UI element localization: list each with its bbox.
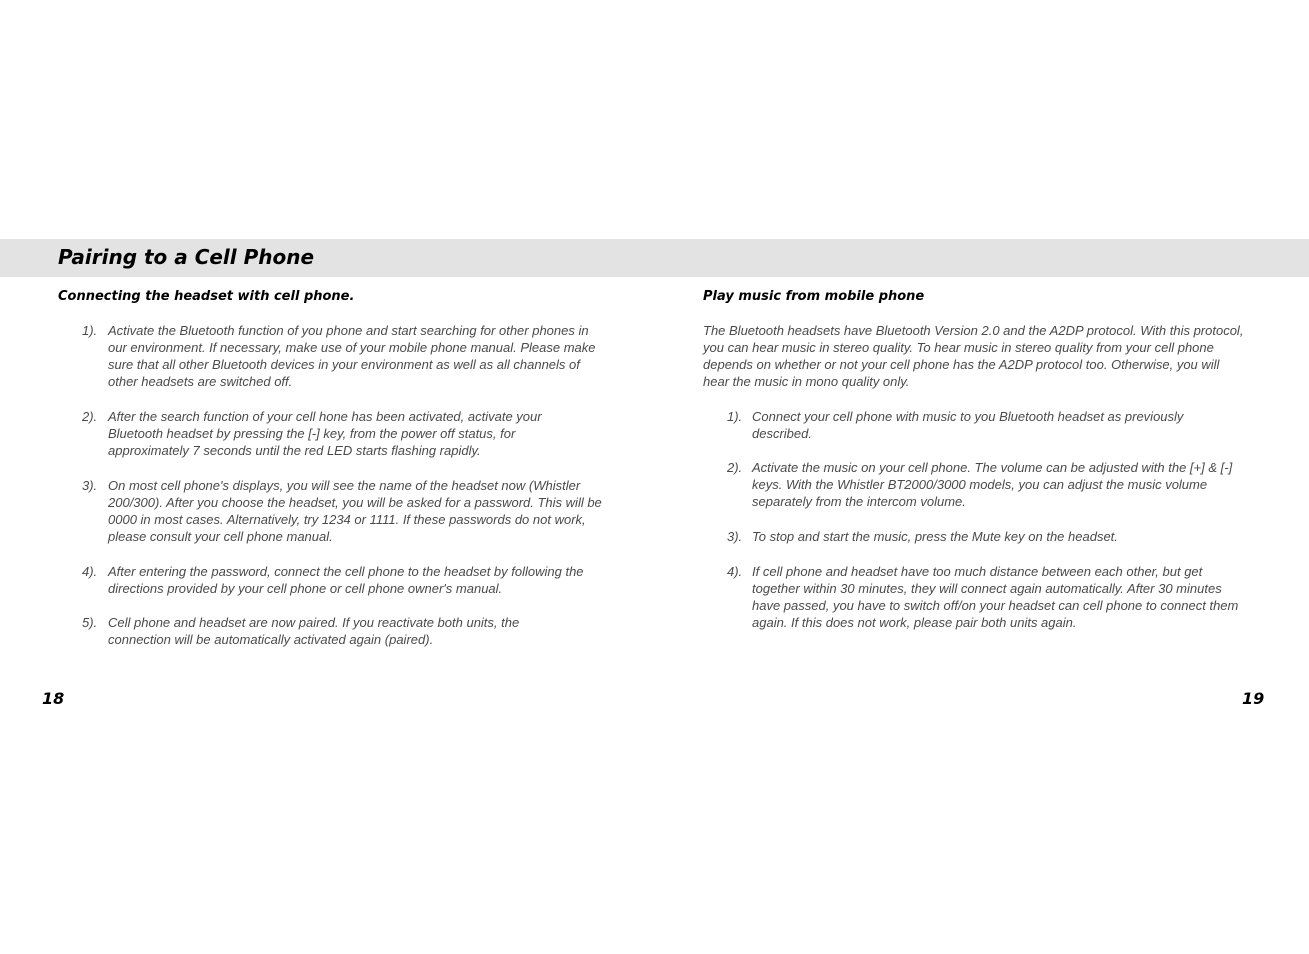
list-item <box>727 563 1251 631</box>
list-item <box>82 477 602 545</box>
page-number-right: 19 <box>1242 689 1265 708</box>
step-text: If cell phone and headset have too much distance between each other, but get together within 30 minutes, they will connect again automatically. After 30 minutes have passed, you have to switch off/on your headset can cell phone to connect them again. If this does not work, please pair both units again. <box>752 564 1239 630</box>
list-item <box>727 528 1251 545</box>
left-page-title: Pairing to a Cell Phone <box>58 245 315 269</box>
step-text: To stop and start the music, press the Mute key on the headset. <box>752 529 1118 544</box>
step-number: 2). <box>82 409 98 424</box>
step-number: 3). <box>727 529 743 544</box>
intro-paragraph: The Bluetooth headsets have Bluetooth Version 2.0 and the A2DP protocol. With this protocol, you can hear music in stereo quality. To hear music in stereo quality from your cell phone depends on whether or not your cell phone has the A2DP protocol too. Otherwise, you will hear the music in mono quality only. <box>703 323 1244 389</box>
step-text: On most cell phone's displays, you will see the name of the headset now (Whistler 200/300). After you choose the headset, you will be asked for a password. This will be 0000 in most cases. Alternatively, try 1234 or 1111. If these passwords do not work, please consult your cell phone manual. <box>108 478 602 544</box>
step-number: 1). <box>82 323 98 338</box>
page-number-left: 18 <box>42 689 65 708</box>
list-item <box>82 408 602 459</box>
step-text: Activate the Bluetooth function of you phone and start searching for other phones in our environment. If necessary, make use of your mobile phone manual. Please make sure that all other Bluetooth devices in your environment as well as all channels of other headsets are switched off. <box>108 323 596 389</box>
list-item <box>82 322 602 390</box>
list-item <box>727 459 1251 510</box>
step-text: Activate the music on your cell phone. The volume can be adjusted with the [+] & [-] keys. With the Whistler BT2000/3000 models, you can adjust the music volume separately from the intercom volume. <box>752 460 1233 509</box>
step-number: 2). <box>727 460 743 475</box>
list-item <box>727 408 1251 442</box>
step-number: 5). <box>82 615 98 630</box>
step-number: 4). <box>727 564 743 579</box>
step-text: After entering the password, connect the cell phone to the headset by following the directions provided by your cell phone or cell phone owner's manual. <box>108 564 584 596</box>
step-text: Connect your cell phone with music to you Bluetooth headset as previously described. <box>752 409 1184 441</box>
step-text: Cell phone and headset are now paired. If you reactivate both units, the connection will be automatically activated again (paired). <box>108 615 520 647</box>
step-number: 4). <box>82 564 98 579</box>
left-page-subheading: Connecting the headset with cell phone. <box>58 289 355 304</box>
step-text: After the search function of your cell hone has been activated, activate your Bluetooth headset by pressing the [-] key, from the power off status, for approximately 7 seconds until the red LED starts flashing rapidly. <box>108 409 542 458</box>
step-number: 1). <box>727 409 743 424</box>
step-number: 3). <box>82 478 98 493</box>
right-page-subheading: Play music from mobile phone <box>703 289 925 304</box>
list-item <box>82 563 602 597</box>
list-item <box>82 614 602 648</box>
